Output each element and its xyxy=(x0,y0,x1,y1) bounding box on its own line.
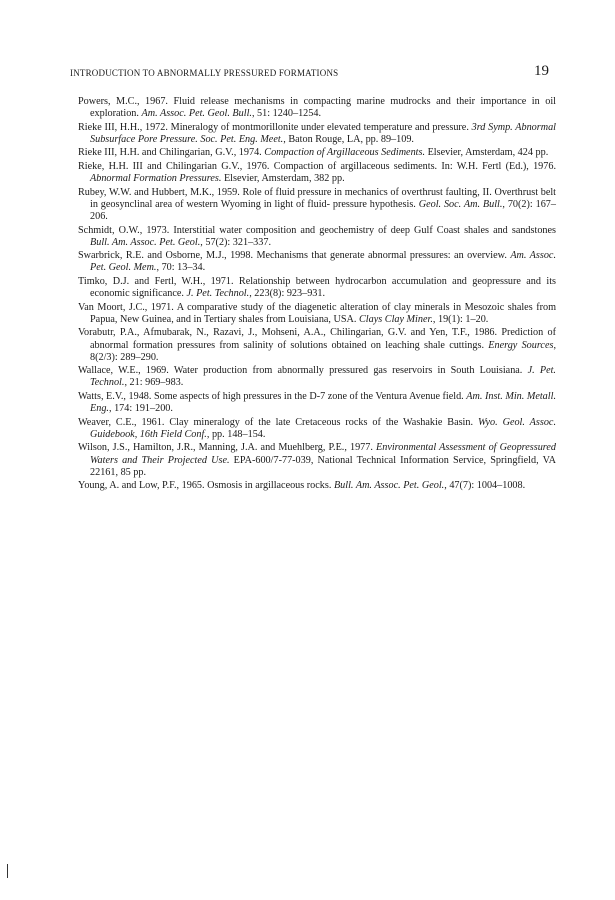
ref-source: Wyo. Geol. Assoc. Guidebook, 16th Field Conf. xyxy=(90,416,556,440)
ref-citation: Elsevier, Amsterdam, 424 pp. xyxy=(425,147,549,159)
ref-source: Bull. Am. Assoc. Pet. Geol. xyxy=(333,480,445,492)
ref-text: Powers, M.C., 1967. Fluid release mechanisms in compacting marine mudrocks and their importance in oil exploration. xyxy=(78,96,556,120)
ref-source: J. Pet. Technol. xyxy=(90,365,556,389)
margin-mark xyxy=(7,864,8,878)
ref-citation: , 19(1): 1–20. xyxy=(432,313,489,325)
reference-entry xyxy=(78,187,556,224)
ref-text: Schmidt, O.W., 1973. Interstitial water composition and geochemistry of deep Gulf Coast shales and sandstones xyxy=(78,224,556,236)
reference-entry xyxy=(78,147,556,159)
reference-entry xyxy=(78,442,556,479)
reference-entry xyxy=(78,276,556,300)
ref-citation: EPA-600/7-77-039, National Technical Information Service, Springfield, VA 22161, 85 pp. xyxy=(90,454,556,478)
reference-entry xyxy=(78,417,556,441)
ref-source: Compaction of Argillaceous Sediments. xyxy=(264,147,426,159)
reference-entry xyxy=(78,161,556,185)
ref-source: 3rd Symp. Abnormal Subsurface Pore Pressure. Soc. Pet. Eng. Meet. xyxy=(90,121,556,145)
ref-citation: , 21: 969–983. xyxy=(124,377,184,389)
ref-text: Young, A. and Low, P.F., 1965. Osmosis in argillaceous rocks. xyxy=(78,480,334,492)
ref-citation: , 57(2): 321–337. xyxy=(200,236,272,248)
reference-list xyxy=(78,96,556,494)
ref-citation: , 70(2): 167–206. xyxy=(90,198,556,223)
reference-entry xyxy=(78,250,556,274)
ref-text: Timko, D.J. and Fertl, W.H., 1971. Relationship between hydrocarbon accumulation and geopressure and its economic significance. xyxy=(78,275,556,300)
ref-text: Rieke III, H.H., 1972. Mineralogy of montmorillonite under elevated temperature and pressure. xyxy=(78,121,472,133)
reference-entry xyxy=(78,391,556,415)
ref-text: Rieke, H.H. III and Chilingarian G.V., 1976. Compaction of argillaceous sediments. In: W.H. Fertl (Ed.), 1976. xyxy=(78,160,556,172)
ref-text: Rubey, W.W. and Hubbert, M.K., 1959. Role of fluid pressure in mechanics of overthrust faulting, II. Overthrust belt in geosynclinal area of western Wyoming in light of fluid- pressure hypothesis. xyxy=(78,186,556,210)
ref-text: Wilson, J.S., Hamilton, J.R., Manning, J.A. and Muehlberg, P.E., 1977. xyxy=(78,442,377,454)
ref-source: Environmental Assessment of Geopressured Waters and Their Projected Use. xyxy=(90,442,556,466)
ref-text: Rieke III, H.H. and Chilingarian, G.V., 1974. xyxy=(78,147,265,159)
ref-text: Weaver, C.E., 1961. Clay mineralogy of the late Cretaceous rocks of the Washakie Basin. xyxy=(78,416,478,428)
reference-entry xyxy=(78,302,556,326)
ref-text: Van Moort, J.C., 1971. A comparative study of the diagenetic alteration of clay minerals in Mesozoic shales from Papua, New Guinea, and in Tertiary shales from Louisiana, USA. xyxy=(78,301,556,325)
ref-citation: , Baton Rouge, LA, pp. 89–109. xyxy=(283,133,414,145)
ref-text: Swarbrick, R.E. and Osborne, M.J., 1998. Mechanisms that generate abnormal pressures: an overview. xyxy=(78,250,511,262)
ref-source: J. Pet. Technol. xyxy=(186,288,250,300)
reference-entry xyxy=(78,122,556,146)
ref-citation: , 70: 13–34. xyxy=(156,262,206,274)
ref-source: Am. Assoc. Pet. Geol. Mem. xyxy=(90,250,556,274)
ref-citation: Elsevier, Amsterdam, 382 pp. xyxy=(221,173,345,185)
reference-entry xyxy=(78,96,556,120)
ref-text: Watts, E.V., 1948. Some aspects of high pressures in the D-7 zone of the Ventura Avenue field. xyxy=(78,390,467,402)
ref-citation: , 51: 1240–1254. xyxy=(251,108,322,120)
ref-source: Energy Sources xyxy=(488,339,554,351)
reference-entry xyxy=(78,480,556,492)
ref-citation: , 223(8): 923–931. xyxy=(249,288,326,300)
ref-citation: , 47(7): 1004–1008. xyxy=(444,480,526,492)
ref-citation: , pp. 148–154. xyxy=(206,428,266,440)
ref-source: Geol. Soc. Am. Bull. xyxy=(418,198,503,210)
reference-entry xyxy=(78,365,556,389)
ref-source: Am. Assoc. Pet. Geol. Bull. xyxy=(141,108,252,120)
ref-text: Wallace, W.E., 1969. Water production from abnormally pressured gas reservoirs in South Louisiana. xyxy=(78,365,528,377)
reference-entry xyxy=(78,225,556,249)
ref-source: Bull. Am. Assoc. Pet. Geol. xyxy=(90,236,201,248)
ref-citation: , 8(2/3): 289–290. xyxy=(90,339,556,363)
ref-source: Abnormal Formation Pressures. xyxy=(90,173,222,185)
ref-citation: , 174: 191–200. xyxy=(108,403,173,415)
running-head: INTRODUCTION TO ABNORMALLY PRESSURED FORMATIONS xyxy=(70,68,339,78)
ref-source: Am. Inst. Min. Metall. Eng. xyxy=(90,390,556,415)
page-number: 19 xyxy=(534,63,549,79)
reference-entry xyxy=(78,327,556,364)
ref-text: Vorabutr, P.A., Afmubarak, N., Razavi, J., Mohseni, A.A., Chilingarian, G.V. and Yen, T.F., 1986. Prediction of abnormal formation pressures from salinity of solutions obtained on leaching shale cuttings. xyxy=(78,327,556,351)
ref-source: Clays Clay Miner. xyxy=(359,313,433,325)
